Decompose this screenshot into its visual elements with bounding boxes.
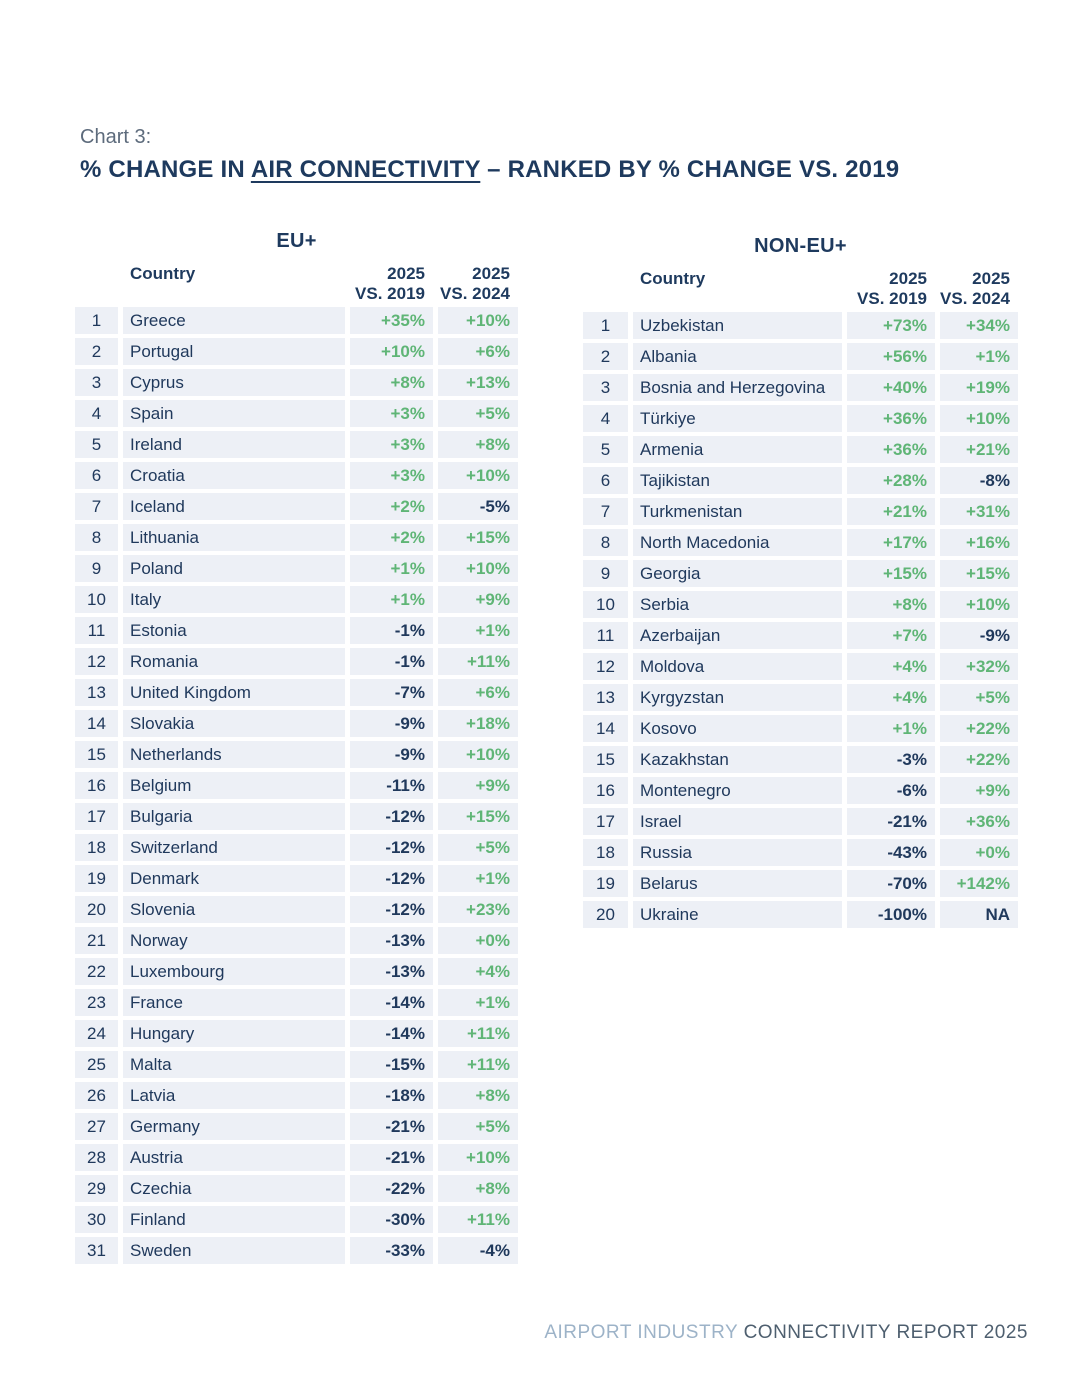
rank-cell: 16 — [583, 777, 628, 804]
vs2024-cell: +11% — [438, 1206, 518, 1233]
rank-cell: 6 — [75, 462, 118, 489]
rank-cell: 16 — [75, 772, 118, 799]
country-cell: United Kingdom — [123, 679, 345, 706]
table-row — [583, 777, 1018, 804]
rank-cell: 9 — [75, 555, 118, 582]
eu-table-title: EU+ — [276, 230, 317, 252]
country-cell: Moldova — [633, 653, 842, 680]
vs2024-cell: +8% — [438, 431, 518, 458]
rank-cell: 9 — [583, 560, 628, 587]
country-cell: Latvia — [123, 1082, 345, 1109]
vs2019-cell: -21% — [847, 808, 935, 835]
table-row — [75, 1175, 518, 1202]
vs2024-cell: +31% — [940, 498, 1018, 525]
rank-cell: 6 — [583, 467, 628, 494]
rank-cell: 11 — [583, 622, 628, 649]
table-row — [75, 462, 518, 489]
vs2024-cell: +13% — [438, 369, 518, 396]
non-eu-table-title: NON-EU+ — [754, 235, 847, 257]
rank-cell: 8 — [583, 529, 628, 556]
rank-cell: 20 — [583, 901, 628, 928]
rank-cell: 13 — [583, 684, 628, 711]
eu-connectivity-table — [75, 230, 518, 1268]
country-cell: Ireland — [123, 431, 345, 458]
vs2024-cell: +19% — [940, 374, 1018, 401]
country-cell: Slovenia — [123, 896, 345, 923]
page-title-suffix: – RANKED BY % CHANGE VS. 2019 — [480, 156, 900, 183]
vs2024-cell: +10% — [438, 1144, 518, 1171]
chart-number-label: Chart 3: — [80, 126, 152, 148]
country-cell: Bosnia and Herzegovina — [633, 374, 842, 401]
table-row — [75, 307, 518, 334]
table-row — [75, 896, 518, 923]
rank-cell: 31 — [75, 1237, 118, 1264]
vs2019-cell: -30% — [350, 1206, 433, 1233]
rank-cell: 20 — [75, 896, 118, 923]
country-column-header: Country — [640, 269, 706, 288]
vs2019-cell: -12% — [350, 803, 433, 830]
country-cell: Georgia — [633, 560, 842, 587]
vs2019-cell: -33% — [350, 1237, 433, 1264]
vs2019-cell: +4% — [847, 653, 935, 680]
country-cell: Norway — [123, 927, 345, 954]
footer-report-name-light: AIRPORT INDUSTRY — [544, 1322, 738, 1343]
rank-cell: 14 — [583, 715, 628, 742]
country-cell: Portugal — [123, 338, 345, 365]
vs2019-cell: -15% — [350, 1051, 433, 1078]
table-row — [583, 374, 1018, 401]
eu-table-rows — [75, 307, 518, 1264]
rank-cell: 18 — [583, 839, 628, 866]
vs2019-cell: +56% — [847, 343, 935, 370]
vs2019-cell: +17% — [847, 529, 935, 556]
country-cell: Azerbaijan — [633, 622, 842, 649]
table-row — [583, 436, 1018, 463]
rank-cell: 7 — [583, 498, 628, 525]
vs2019-cell: -1% — [350, 617, 433, 644]
country-cell: Netherlands — [123, 741, 345, 768]
table-row — [75, 772, 518, 799]
rank-cell: 2 — [583, 343, 628, 370]
table-row — [75, 1020, 518, 1047]
vs2024-cell: +36% — [940, 808, 1018, 835]
vs2019-cell: +21% — [847, 498, 935, 525]
country-cell: Albania — [633, 343, 842, 370]
vs2019-cell: +1% — [350, 586, 433, 613]
table-row — [75, 834, 518, 861]
table-row — [583, 653, 1018, 680]
vs2019-cell: +36% — [847, 405, 935, 432]
vs2024-column-header: 2025 VS. 2024 — [440, 264, 510, 303]
table-row — [75, 679, 518, 706]
vs2019-cell: +3% — [350, 462, 433, 489]
vs2024-cell: +18% — [438, 710, 518, 737]
country-cell: Hungary — [123, 1020, 345, 1047]
vs2019-cell: +36% — [847, 436, 935, 463]
country-cell: Armenia — [633, 436, 842, 463]
vs2019-cell: -13% — [350, 927, 433, 954]
vs2024-cell: +10% — [438, 307, 518, 334]
rank-cell: 17 — [75, 803, 118, 830]
vs2019-cell: +73% — [847, 312, 935, 339]
rank-cell: 10 — [75, 586, 118, 613]
vs2024-cell: +9% — [438, 586, 518, 613]
rank-cell: 4 — [75, 400, 118, 427]
vs2019-cell: +2% — [350, 524, 433, 551]
table-row — [75, 617, 518, 644]
country-cell: Kosovo — [633, 715, 842, 742]
vs2019-cell: -12% — [350, 865, 433, 892]
table-row — [583, 467, 1018, 494]
country-cell: Estonia — [123, 617, 345, 644]
rank-cell: 19 — [583, 870, 628, 897]
eu-column-headers — [75, 264, 518, 304]
table-row — [583, 746, 1018, 773]
country-cell: Turkmenistan — [633, 498, 842, 525]
country-cell: Kyrgyzstan — [633, 684, 842, 711]
vs2019-cell: +3% — [350, 400, 433, 427]
vs2024-cell: +8% — [438, 1175, 518, 1202]
vs2024-cell: NA — [940, 901, 1018, 928]
country-cell: Malta — [123, 1051, 345, 1078]
table-row — [75, 586, 518, 613]
table-row — [75, 555, 518, 582]
footer-report-name-dark: CONNECTIVITY REPORT 2025 — [743, 1322, 1028, 1343]
table-row — [583, 343, 1018, 370]
rank-cell: 5 — [583, 436, 628, 463]
country-cell: Greece — [123, 307, 345, 334]
rank-cell: 13 — [75, 679, 118, 706]
rank-cell: 5 — [75, 431, 118, 458]
vs2019-cell: +1% — [350, 555, 433, 582]
vs2024-cell: +8% — [438, 1082, 518, 1109]
rank-cell: 3 — [583, 374, 628, 401]
country-cell: Italy — [123, 586, 345, 613]
table-row — [75, 524, 518, 551]
country-cell: Croatia — [123, 462, 345, 489]
rank-cell: 1 — [583, 312, 628, 339]
title-block — [80, 126, 899, 184]
country-cell: Russia — [633, 839, 842, 866]
rank-cell: 2 — [75, 338, 118, 365]
vs2024-cell: +32% — [940, 653, 1018, 680]
page-title-underlined: AIR CONNECTIVITY — [250, 156, 481, 183]
rank-cell: 19 — [75, 865, 118, 892]
rank-cell: 29 — [75, 1175, 118, 1202]
table-row — [583, 560, 1018, 587]
page-title-prefix: % CHANGE IN — [80, 156, 251, 183]
vs2019-cell: +2% — [350, 493, 433, 520]
table-row — [75, 1144, 518, 1171]
vs2024-cell: -5% — [438, 493, 518, 520]
vs2019-cell: +8% — [350, 369, 433, 396]
country-cell: Cyprus — [123, 369, 345, 396]
country-cell: Lithuania — [123, 524, 345, 551]
rank-cell: 21 — [75, 927, 118, 954]
country-cell: North Macedonia — [633, 529, 842, 556]
country-cell: Poland — [123, 555, 345, 582]
vs2019-cell: -11% — [350, 772, 433, 799]
vs2019-cell: -13% — [350, 958, 433, 985]
table-row — [75, 927, 518, 954]
vs2024-cell: +1% — [940, 343, 1018, 370]
page-title — [80, 156, 899, 184]
country-cell: Denmark — [123, 865, 345, 892]
table-row — [583, 870, 1018, 897]
country-cell: Spain — [123, 400, 345, 427]
country-cell: Finland — [123, 1206, 345, 1233]
vs2024-cell: +15% — [438, 524, 518, 551]
vs2024-cell: +11% — [438, 1051, 518, 1078]
vs2019-column-header: 2025 VS. 2019 — [355, 264, 425, 303]
country-cell: Austria — [123, 1144, 345, 1171]
vs2024-cell: +22% — [940, 746, 1018, 773]
table-row — [75, 1082, 518, 1109]
non-eu-table-rows — [583, 312, 1018, 928]
vs2019-cell: +15% — [847, 560, 935, 587]
vs2019-cell: -1% — [350, 648, 433, 675]
vs2024-cell: +142% — [940, 870, 1018, 897]
rank-cell: 22 — [75, 958, 118, 985]
report-footer — [544, 1322, 1028, 1344]
vs2024-cell: +1% — [438, 617, 518, 644]
country-cell: Czechia — [123, 1175, 345, 1202]
table-row — [75, 648, 518, 675]
table-row — [583, 839, 1018, 866]
vs2024-cell: +0% — [940, 839, 1018, 866]
table-row — [75, 989, 518, 1016]
vs2024-column-header: 2025 VS. 2024 — [940, 269, 1010, 308]
rank-cell: 14 — [75, 710, 118, 737]
rank-cell: 8 — [75, 524, 118, 551]
table-row — [583, 529, 1018, 556]
rank-cell: 3 — [75, 369, 118, 396]
table-row — [75, 1113, 518, 1140]
vs2024-cell: +10% — [438, 462, 518, 489]
table-row — [75, 865, 518, 892]
table-row — [583, 901, 1018, 928]
country-cell: Kazakhstan — [633, 746, 842, 773]
vs2019-cell: +10% — [350, 338, 433, 365]
rank-cell: 15 — [583, 746, 628, 773]
table-row — [75, 493, 518, 520]
rank-cell: 17 — [583, 808, 628, 835]
vs2019-cell: -22% — [350, 1175, 433, 1202]
rank-column-header — [583, 269, 628, 309]
vs2024-cell: -4% — [438, 1237, 518, 1264]
vs2019-column-header: 2025 VS. 2019 — [857, 269, 927, 308]
table-row — [75, 1237, 518, 1264]
table-row — [583, 498, 1018, 525]
vs2024-cell: +10% — [940, 591, 1018, 618]
table-row — [583, 808, 1018, 835]
vs2024-cell: +9% — [438, 772, 518, 799]
rank-cell: 12 — [583, 653, 628, 680]
table-row — [583, 684, 1018, 711]
vs2024-cell: +10% — [438, 741, 518, 768]
country-cell: Switzerland — [123, 834, 345, 861]
vs2024-cell: +11% — [438, 648, 518, 675]
vs2019-cell: -21% — [350, 1144, 433, 1171]
country-cell: Iceland — [123, 493, 345, 520]
rank-cell: 11 — [75, 617, 118, 644]
table-row — [583, 312, 1018, 339]
country-cell: Ukraine — [633, 901, 842, 928]
vs2019-cell: -3% — [847, 746, 935, 773]
table-row — [75, 338, 518, 365]
vs2019-cell: -43% — [847, 839, 935, 866]
vs2019-cell: +35% — [350, 307, 433, 334]
vs2024-cell: +5% — [438, 834, 518, 861]
table-row — [75, 803, 518, 830]
vs2019-cell: -9% — [350, 710, 433, 737]
rank-cell: 24 — [75, 1020, 118, 1047]
country-cell: Belarus — [633, 870, 842, 897]
vs2019-cell: -14% — [350, 989, 433, 1016]
country-cell: Luxembourg — [123, 958, 345, 985]
vs2019-cell: -7% — [350, 679, 433, 706]
country-cell: France — [123, 989, 345, 1016]
rank-cell: 7 — [75, 493, 118, 520]
country-cell: Uzbekistan — [633, 312, 842, 339]
vs2024-cell: +16% — [940, 529, 1018, 556]
country-cell: Israel — [633, 808, 842, 835]
table-row — [75, 741, 518, 768]
country-cell: Serbia — [633, 591, 842, 618]
vs2024-cell: +34% — [940, 312, 1018, 339]
vs2019-cell: +40% — [847, 374, 935, 401]
non-eu-column-headers — [583, 269, 1018, 309]
rank-cell: 15 — [75, 741, 118, 768]
vs2019-cell: +1% — [847, 715, 935, 742]
vs2024-cell: +1% — [438, 865, 518, 892]
vs2019-cell: -14% — [350, 1020, 433, 1047]
vs2024-cell: +4% — [438, 958, 518, 985]
vs2024-cell: +9% — [940, 777, 1018, 804]
vs2024-cell: +5% — [438, 1113, 518, 1140]
table-row — [75, 431, 518, 458]
rank-cell: 28 — [75, 1144, 118, 1171]
rank-cell: 26 — [75, 1082, 118, 1109]
table-row — [75, 1051, 518, 1078]
country-cell: Montenegro — [633, 777, 842, 804]
country-cell: Sweden — [123, 1237, 345, 1264]
table-row — [583, 405, 1018, 432]
rank-cell: 27 — [75, 1113, 118, 1140]
vs2019-cell: +28% — [847, 467, 935, 494]
vs2024-cell: +10% — [940, 405, 1018, 432]
country-cell: Tajikistan — [633, 467, 842, 494]
country-cell: Bulgaria — [123, 803, 345, 830]
table-row — [583, 591, 1018, 618]
vs2024-cell: +5% — [438, 400, 518, 427]
vs2019-cell: +3% — [350, 431, 433, 458]
vs2024-cell: +22% — [940, 715, 1018, 742]
vs2024-cell: +15% — [940, 560, 1018, 587]
rank-cell: 18 — [75, 834, 118, 861]
vs2024-cell: +1% — [438, 989, 518, 1016]
vs2019-cell: +8% — [847, 591, 935, 618]
vs2019-cell: -9% — [350, 741, 433, 768]
non-eu-connectivity-table — [583, 235, 1018, 932]
vs2019-cell: -12% — [350, 896, 433, 923]
country-cell: Romania — [123, 648, 345, 675]
vs2019-cell: -12% — [350, 834, 433, 861]
vs2024-cell: +6% — [438, 679, 518, 706]
vs2024-cell: +5% — [940, 684, 1018, 711]
rank-cell: 30 — [75, 1206, 118, 1233]
vs2019-cell: -70% — [847, 870, 935, 897]
vs2019-cell: -100% — [847, 901, 935, 928]
vs2024-cell: +11% — [438, 1020, 518, 1047]
vs2024-cell: +6% — [438, 338, 518, 365]
rank-cell: 1 — [75, 307, 118, 334]
vs2019-cell: -18% — [350, 1082, 433, 1109]
table-row — [75, 400, 518, 427]
rank-column-header — [75, 264, 118, 304]
table-row — [583, 622, 1018, 649]
table-row — [75, 710, 518, 737]
table-row — [75, 1206, 518, 1233]
country-column-header: Country — [130, 264, 196, 283]
vs2024-cell: +23% — [438, 896, 518, 923]
rank-cell: 23 — [75, 989, 118, 1016]
rank-cell: 10 — [583, 591, 628, 618]
vs2024-cell: +21% — [940, 436, 1018, 463]
rank-cell: 25 — [75, 1051, 118, 1078]
rank-cell: 4 — [583, 405, 628, 432]
country-cell: Germany — [123, 1113, 345, 1140]
country-cell: Türkiye — [633, 405, 842, 432]
table-row — [583, 715, 1018, 742]
table-row — [75, 369, 518, 396]
vs2019-cell: +4% — [847, 684, 935, 711]
country-cell: Slovakia — [123, 710, 345, 737]
vs2019-cell: -6% — [847, 777, 935, 804]
table-row — [75, 958, 518, 985]
rank-cell: 12 — [75, 648, 118, 675]
vs2024-cell: -9% — [940, 622, 1018, 649]
vs2024-cell: +0% — [438, 927, 518, 954]
vs2024-cell: +10% — [438, 555, 518, 582]
vs2019-cell: +7% — [847, 622, 935, 649]
country-cell: Belgium — [123, 772, 345, 799]
vs2019-cell: -21% — [350, 1113, 433, 1140]
vs2024-cell: +15% — [438, 803, 518, 830]
vs2024-cell: -8% — [940, 467, 1018, 494]
